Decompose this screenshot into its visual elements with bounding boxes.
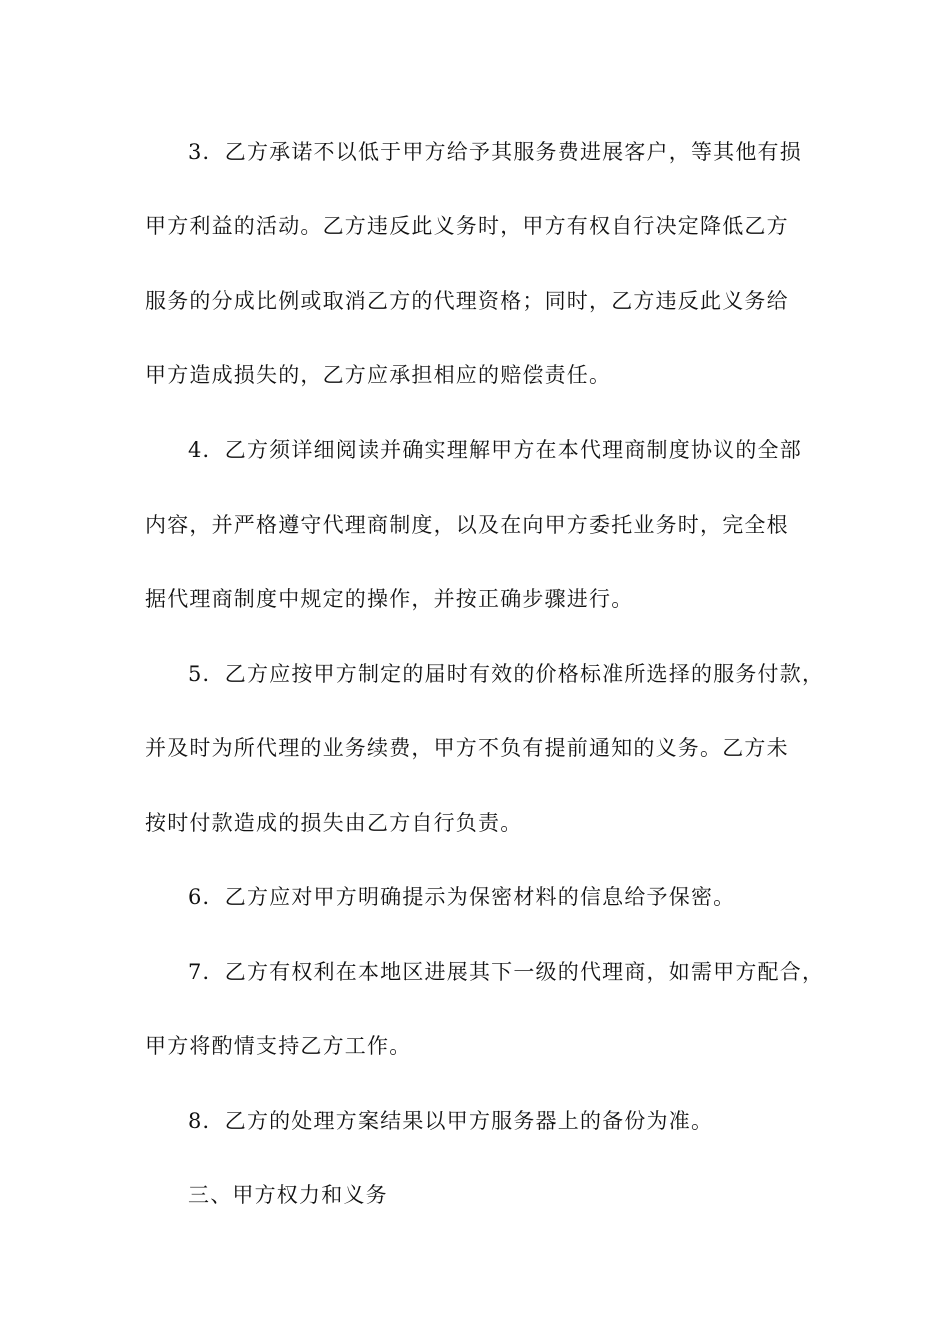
clause-3-line-2: 甲方利益的活动。乙方违反此义务时，甲方有权自行决定降低乙方 <box>145 214 789 238</box>
clause-4-line-3: 据代理商制度中规定的操作，并按正确步骤进行。 <box>145 587 634 611</box>
clause-5-line-3: 按时付款造成的损失由乙方自行负责。 <box>145 811 523 835</box>
clause-8-line-1: 8．乙方的处理方案结果以甲方服务器上的备份为准。 <box>188 1109 714 1133</box>
clause-6-line-1: 6．乙方应对甲方明确提示为保密材料的信息给予保密。 <box>188 885 736 909</box>
section-heading-3: 三、甲方权力和义务 <box>188 1183 388 1207</box>
clause-3-line-4: 甲方造成损失的，乙方应承担相应的赔偿责任。 <box>145 363 612 387</box>
clause-7-line-1: 7．乙方有权利在本地区进展其下一级的代理商，如需甲方配合， <box>188 960 825 984</box>
clause-5-line-1: 5．乙方应按甲方制定的届时有效的价格标准所选择的服务付款， <box>188 662 825 686</box>
clause-7-line-2: 甲方将酌情支持乙方工作。 <box>145 1034 412 1058</box>
clause-4-line-2: 内容，并严格遵守代理商制度，以及在向甲方委托业务时，完全根 <box>145 513 789 537</box>
clause-3-line-1: 3．乙方承诺不以低于甲方给予其服务费进展客户，等其他有损 <box>188 140 802 164</box>
clause-5-line-2: 并及时为所代理的业务续费，甲方不负有提前通知的义务。乙方未 <box>145 736 789 760</box>
clause-3-line-3: 服务的分成比例或取消乙方的代理资格；同时，乙方违反此义务给 <box>145 289 789 313</box>
clause-4-line-1: 4．乙方须详细阅读并确实理解甲方在本代理商制度协议的全部 <box>188 438 802 462</box>
